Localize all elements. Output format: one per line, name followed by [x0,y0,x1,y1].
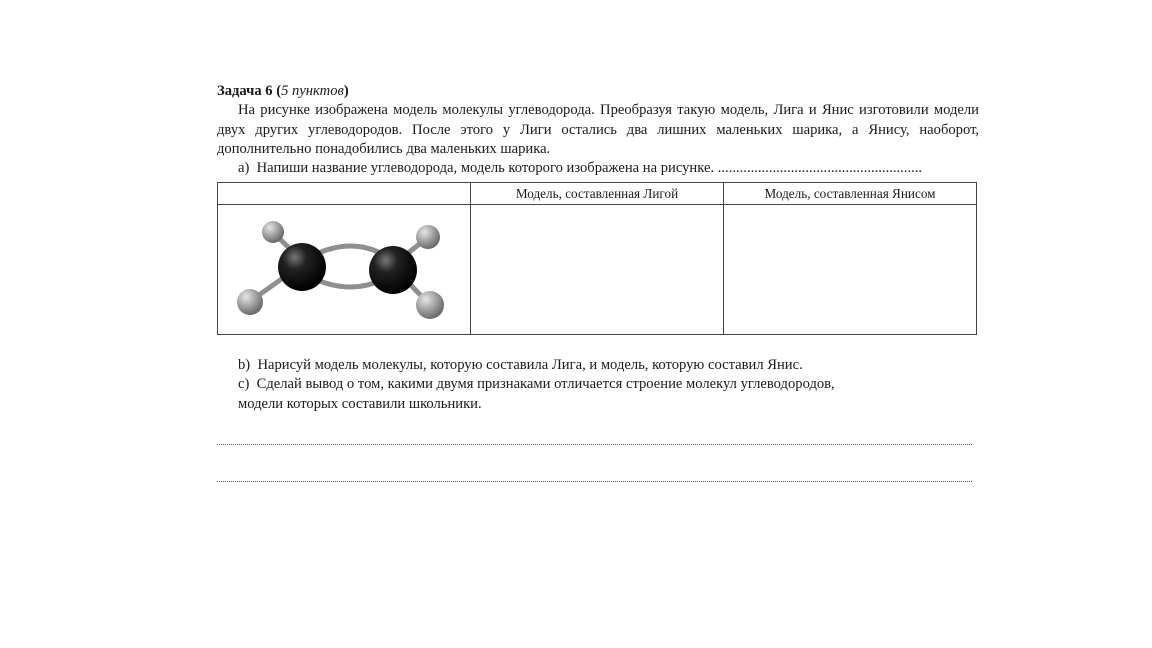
hydrogen-atom [416,225,440,249]
task-title [217,82,979,101]
answer-line-a[interactable]: ........................................................ [717,160,923,177]
hydrogen-atom [237,289,263,315]
hydrogen-atom [416,291,444,319]
task-points: 5 пунктов [281,83,344,99]
molecule-cell [218,205,471,335]
janis-drawing-cell[interactable] [724,205,977,335]
table-header-row [218,183,977,205]
hydrogen-atom [262,221,284,243]
questions-block [238,356,980,414]
question-a-label: a) [238,160,250,177]
question-c-label: c) [238,376,250,393]
liga-drawing-cell[interactable] [471,205,724,335]
task-title-close: ) [343,83,349,99]
question-b-text: Нарисуй модель молекулы, которую составила Лига, и модель, которую составил Янис. [257,357,803,373]
models-table [217,182,977,335]
question-a-text: Напиши название углеводорода, модель которого изображена на рисунке. [256,160,715,177]
question-a [238,159,979,178]
task-block [217,82,979,178]
table-body-row [218,205,977,335]
task-title-bold: Задача 6 ( [217,83,282,99]
question-c-continuation: модели которых составили школьники. [238,395,482,412]
answer-line-c2[interactable] [217,481,972,482]
carbon-atom [369,246,417,294]
question-c-line1: Сделай вывод о том, какими двумя признаками отличается строение молекул углеводородов, [256,376,835,393]
question-b [238,356,980,375]
ethylene-molecule-image [218,205,470,330]
carbon-atom [278,243,326,291]
question-c [238,375,980,394]
header-liga: Модель, составленная Лигой [471,183,724,205]
header-picture [218,183,471,205]
header-janis: Модель, составленная Янисом [724,183,977,205]
answer-line-c1[interactable] [217,444,972,445]
task-intro: На рисунке изображена модель молекулы углеводорода. Преобразуя такую модель, Лига и Янис изготовили модели двух других углеводородов. После этого у Лиги остались два лишних маленьких шарика, а Янису, наоборот, дополнительно понадобились два маленьких шарика. [217,102,979,157]
question-b-label: b) [238,357,251,373]
